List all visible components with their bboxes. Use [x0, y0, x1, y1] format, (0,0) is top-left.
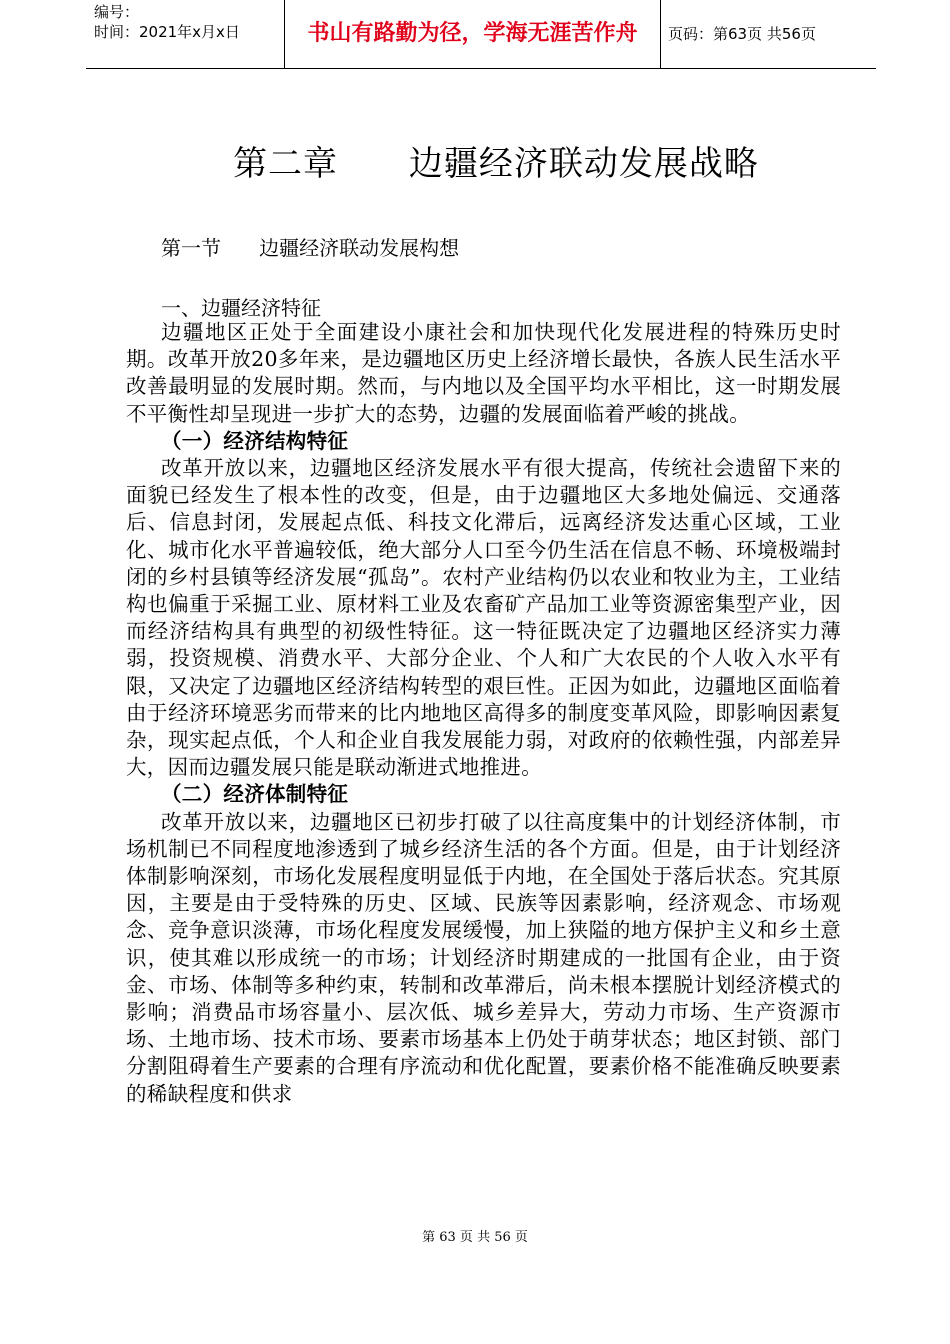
- heading: （一）经济结构特征: [161, 428, 349, 453]
- header-motto: 书山有路勤为径，学海无涯苦作舟: [307, 21, 638, 46]
- heading: （二）经济体制特征: [161, 782, 349, 807]
- page-footer: 第 63 页 共 56 页: [422, 1230, 528, 1245]
- date-label: 时间：2021年x月x日: [94, 23, 240, 41]
- page-header: [86, 0, 876, 69]
- subsection-title: 一、边疆经济特征: [161, 296, 321, 320]
- chapter-title: 第二章 边疆经济联动发展战略: [233, 144, 759, 184]
- paragraph: 改革开放以来，边疆地区经济发展水平有很大提高，传统社会遗留下来的面貌已经发生了根本性的改变，但是，由于边疆地区大多地处偏远、交通落后、信息封闭，发展起点低、科技文化滞后，远离经济发达重心区域，工业化、城市化水平普遍较低，绝大部分人口至今仍生活在信息不畅、环境极端封闭的乡村县镇等经济发展“孤岛”。农村产业结构仍以农业和牧业为主，工业结构也偏重于采掘工业、原材料工业及农畜矿产品加工业等资源密集型产业，因而经济结构具有典型的初级性特征。这一特征既决定了边疆地区经济实力薄弱，投资规模、消费水平、大部分企业、个人和广大农民的个人收入水平有限，又决定了边疆地区经济结构转型的艰巨性。正因为如此，边疆地区面临着由于经济环境恶劣而带来的比内地地区高得多的制度变革风险，即影响因素复杂，现实起点低，个人和企业自我发展能力弱，对政府的依赖性强，内部差异大，因而边疆发展只能是联动渐进式地推进。: [126, 456, 841, 780]
- header-divider: [660, 0, 661, 68]
- paragraph: 改革开放以来，边疆地区已初步打破了以往高度集中的计划经济体制，市场机制已不同程度地渗透到了城乡经济生活的各个方面。但是，由于计划经济体制影响深刻，市场化发展程度明显低于内地，在全国处于落后状态。究其原因，主要是由于受特殊的历史、区域、民族等因素影响，经济观念、市场观念、竞争意识淡薄，市场化程度发展缓慢，加上狭隘的地方保护主义和乡土意识，使其难以形成统一的市场；计划经济时期建成的一批国有企业，由于资金、市场、体制等多种约束，转制和改革滞后，尚未根本摆脱计划经济模式的影响；消费品市场容量小、层次低、城乡差异大，劳动力市场、生产资源市场、土地市场、技术市场、要素市场基本上仍处于萌芽状态；地区封锁、部门分割阻碍着生产要素的合理有序流动和优化配置，要素价格不能准确反映要素的稀缺程度和供求: [126, 809, 841, 1106]
- body-text: [126, 319, 841, 1108]
- header-meta: [86, 0, 286, 68]
- paragraph: 边疆地区正处于全面建设小康社会和加快现代化发展进程的特殊历史时期。改革开放20多年来，是边疆地区历史上经济增长最快，各族人民生活水平改善最明显的发展时期。然而，与内地以及全国平均水平相比，这一时期发展不平衡性却呈现进一步扩大的态势，边疆的发展面临着严峻的挑战。: [126, 320, 841, 426]
- header-page-label: 页码：第63页 共56页: [668, 25, 816, 43]
- number-label: 编号：: [94, 3, 140, 21]
- section-title: 第一节 边疆经济联动发展构想: [161, 236, 460, 260]
